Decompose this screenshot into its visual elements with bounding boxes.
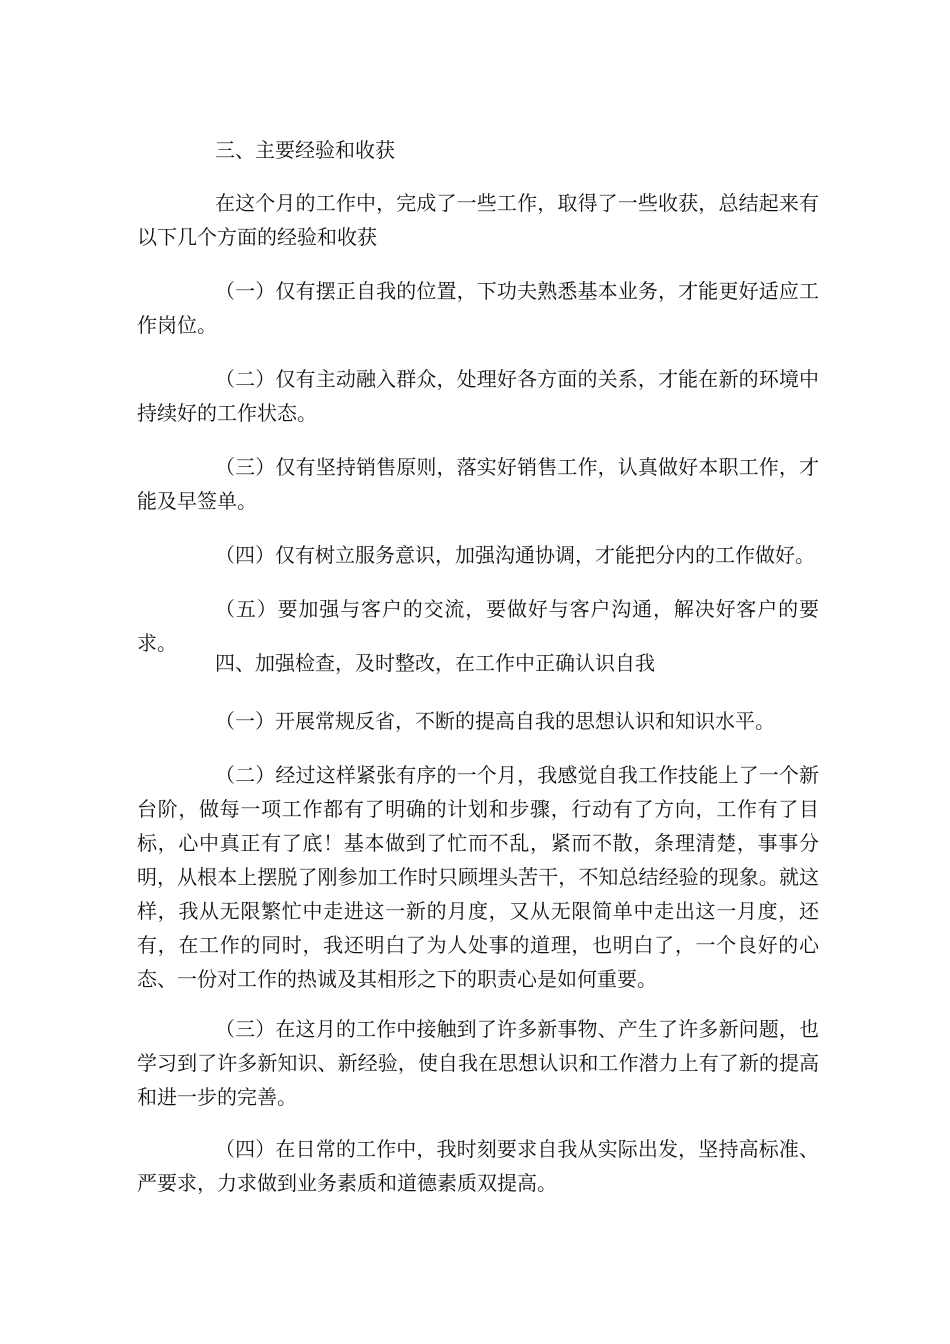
paragraph-intro: 在这个月的工作中，完成了一些工作，取得了一些收获，总结起来有以下几个方面的经验和收获 [137, 191, 819, 249]
list-item-3-4: （四）仅有树立服务意识，加强沟通协调，才能把分内的工作做好。 [215, 543, 815, 567]
list-item-4-2: （二）经过这样紧张有序的一个月，我感觉自我工作技能上了一个新台阶，做每一项工作都有了明确的计划和步骤，行动有了方向，工作有了目标，心中真正有了底！基本做到了忙而不乱，紧而不散，条理清楚，事事分明，从根本上摆脱了刚参加工作时只顾埋头苦干，不知总结经验的现象。就这样，我从无限繁忙中走进这一新的月度，又从无限简单中走出这一月度，还有，在工作的同时，我还明白了为人处事的道理，也明白了，一个良好的心态、一份对工作的热诚及其相形之下的职责心是如何重要。 [137, 763, 819, 991]
list-item-4-1: （一）开展常规反省，不断的提高自我的思想认识和知识水平。 [215, 709, 775, 733]
section-heading-3: 三、主要经验和收获 [215, 138, 395, 162]
section-heading-4: 四、加强检查，及时整改，在工作中正确认识自我 [215, 651, 655, 675]
list-item-4-3: （三）在这月的工作中接触到了许多新事物、产生了许多新问题，也学习到了许多新知识、新经验，使自我在思想认识和工作潜力上有了新的提高和进一步的完善。 [137, 1017, 819, 1109]
list-item-3-2: （二）仅有主动融入群众，处理好各方面的关系，才能在新的环境中持续好的工作状态。 [137, 367, 819, 425]
list-item-3-1: （一）仅有摆正自我的位置，下功夫熟悉基本业务，才能更好适应工作岗位。 [137, 279, 819, 337]
list-item-3-3: （三）仅有坚持销售原则，落实好销售工作，认真做好本职工作，才能及早签单。 [137, 455, 819, 513]
list-item-3-5: （五）要加强与客户的交流，要做好与客户沟通，解决好客户的要求。 [137, 597, 819, 655]
list-item-4-4: （四）在日常的工作中，我时刻要求自我从实际出发，坚持高标准、严要求，力求做到业务素质和道德素质双提高。 [137, 1137, 819, 1195]
